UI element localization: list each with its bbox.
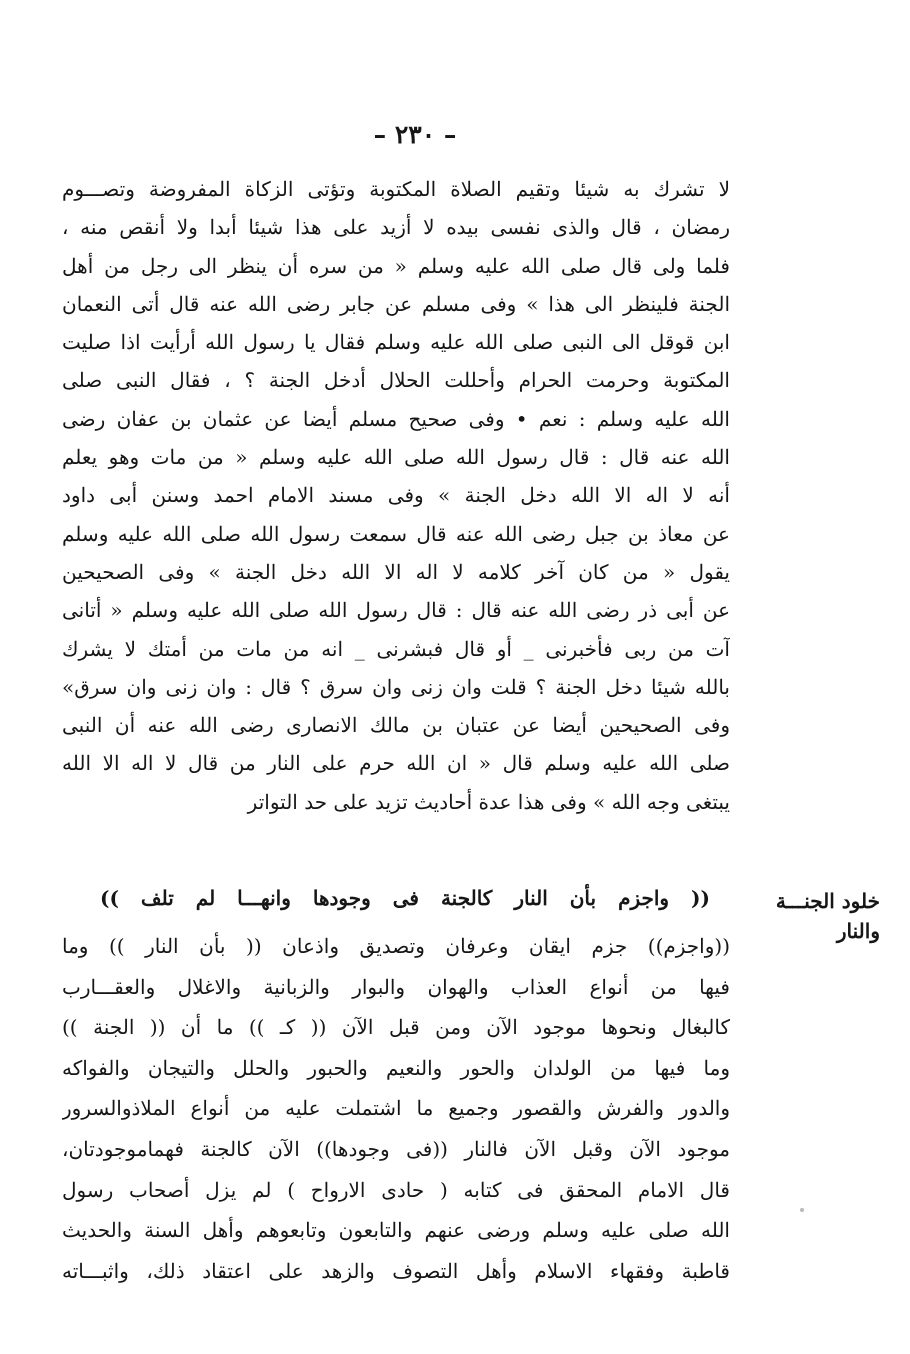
- commentary-line: الله صلى عليه وسلم ورضى عنهم والتابعون وتابعوهم وأهل السنة والحديث: [62, 1218, 730, 1243]
- body-text: [62, 170, 730, 821]
- body-line: الله عنه قال : قال رسول الله صلى الله عليه وسلم « من مات وهو يعلم: [62, 445, 730, 470]
- poem-verse: (( واجزم بأن النار كالجنة فى وجودها وانهـــا لم تلف )): [100, 886, 710, 910]
- body-line: عن أبى ذر رضى الله عنه قال : قال رسول الله صلى الله عليه وسلم « أتانى: [62, 598, 730, 623]
- commentary-line: وما فيها من الولدان والحور والنعيم والحبور والحلل والتيجان والفواكه: [62, 1055, 730, 1080]
- body-line: رمضان ، قال والذى نفسى بيده لا أزيد على هذا شيئا أبدا ولا أنقص منه ،: [62, 215, 730, 240]
- body-line: آت من ربى فأخبرنى _ أو قال فبشرنى _ انه من مات من أمتك لا يشرك: [62, 636, 730, 661]
- body-line: لا تشرك به شيئا وتقيم الصلاة المكتوبة وتؤتى الزكاة المفروضة وتصـــوم: [62, 177, 730, 201]
- margin-heading-line: خلود الجنـــة: [775, 889, 880, 913]
- commentary-text: [62, 926, 730, 1291]
- print-speck: [800, 1208, 804, 1212]
- commentary-line: كالبغال ونحوها موجود الآن ومن قبل الآن (( كـ )) ما أن (( الجنة )): [62, 1015, 730, 1040]
- body-line: أنه لا اله الا الله دخل الجنة » وفى مسند الامام احمد وسنن أبى داود: [62, 483, 730, 508]
- commentary-line: موجود الآن وقبل الآن فالنار ((فى وجودها)) الآن كالجنة فهماموجودتان،: [62, 1136, 730, 1161]
- body-line: عن معاذ بن جبل رضى الله عنه قال سمعت رسول الله صلى الله عليه وسلم: [62, 521, 730, 546]
- body-line: يبتغى وجه الله » وفى هذا عدة أحاديث تزيد على حد التواتر: [247, 789, 730, 814]
- commentary-line: قاطبة وفقهاء الاسلام وأهل التصوف والزهد على اعتقاد ذلك، واثبـــاته: [62, 1258, 730, 1283]
- body-line: صلى الله عليه وسلم قال « ان الله حرم على النار من قال لا اله الا الله: [62, 751, 730, 776]
- body-line: يقول « من كان آخر كلامه لا اله الا الله دخل الجنة » وفى الصحيحين: [62, 559, 730, 584]
- margin-heading-line: والنار: [836, 919, 880, 943]
- commentary-line: ((واجزم)) جزم ايقان وعرفان وتصديق واذعان (( بأن النار )) وما: [62, 934, 730, 958]
- body-line: ابن قوقل الى النبى صلى الله عليه وسلم فقال يا رسول الله أرأيت اذا صليت: [62, 330, 730, 355]
- body-line: المكتوبة وحرمت الحرام وأحللت الحلال أدخل الجنة ؟ ، فقال النبى صلى: [62, 368, 730, 393]
- body-line: فلما ولى قال صلى الله عليه وسلم « من سره أن ينظر الى رجل من أهل: [62, 253, 730, 278]
- page-number: – ٢٣٠ –: [373, 120, 457, 149]
- body-line: وفى الصحيحين أيضا عن عتبان بن مالك الانصارى رضى الله عنه أن النبى: [62, 713, 730, 738]
- body-line: بالله شيئا دخل الجنة ؟ قلت وان زنى وان سرق ؟ قال : وان زنى وان سرق»: [62, 674, 730, 699]
- body-line: الله عليه وسلم : نعم • وفى صحيح مسلم أيضا عن عثمان بن عفان رضى: [62, 406, 730, 431]
- body-line: الجنة فلينظر الى هذا » وفى مسلم عن جابر رضى الله عنه قال أتى النعمان: [62, 291, 730, 316]
- commentary-line: قال الامام المحقق فى كتابه ( حادى الارواح ) لم يزل أصحاب رسول: [62, 1177, 730, 1202]
- commentary-line: فيها من أنواع العذاب والهوان والبوار والزبانية والاغلال والعقـــارب: [62, 974, 730, 999]
- commentary-line: والدور والفرش والقصور وجميع ما اشتملت عليه من أنواع الملاذوالسرور: [62, 1096, 730, 1121]
- margin-heading: [730, 886, 880, 946]
